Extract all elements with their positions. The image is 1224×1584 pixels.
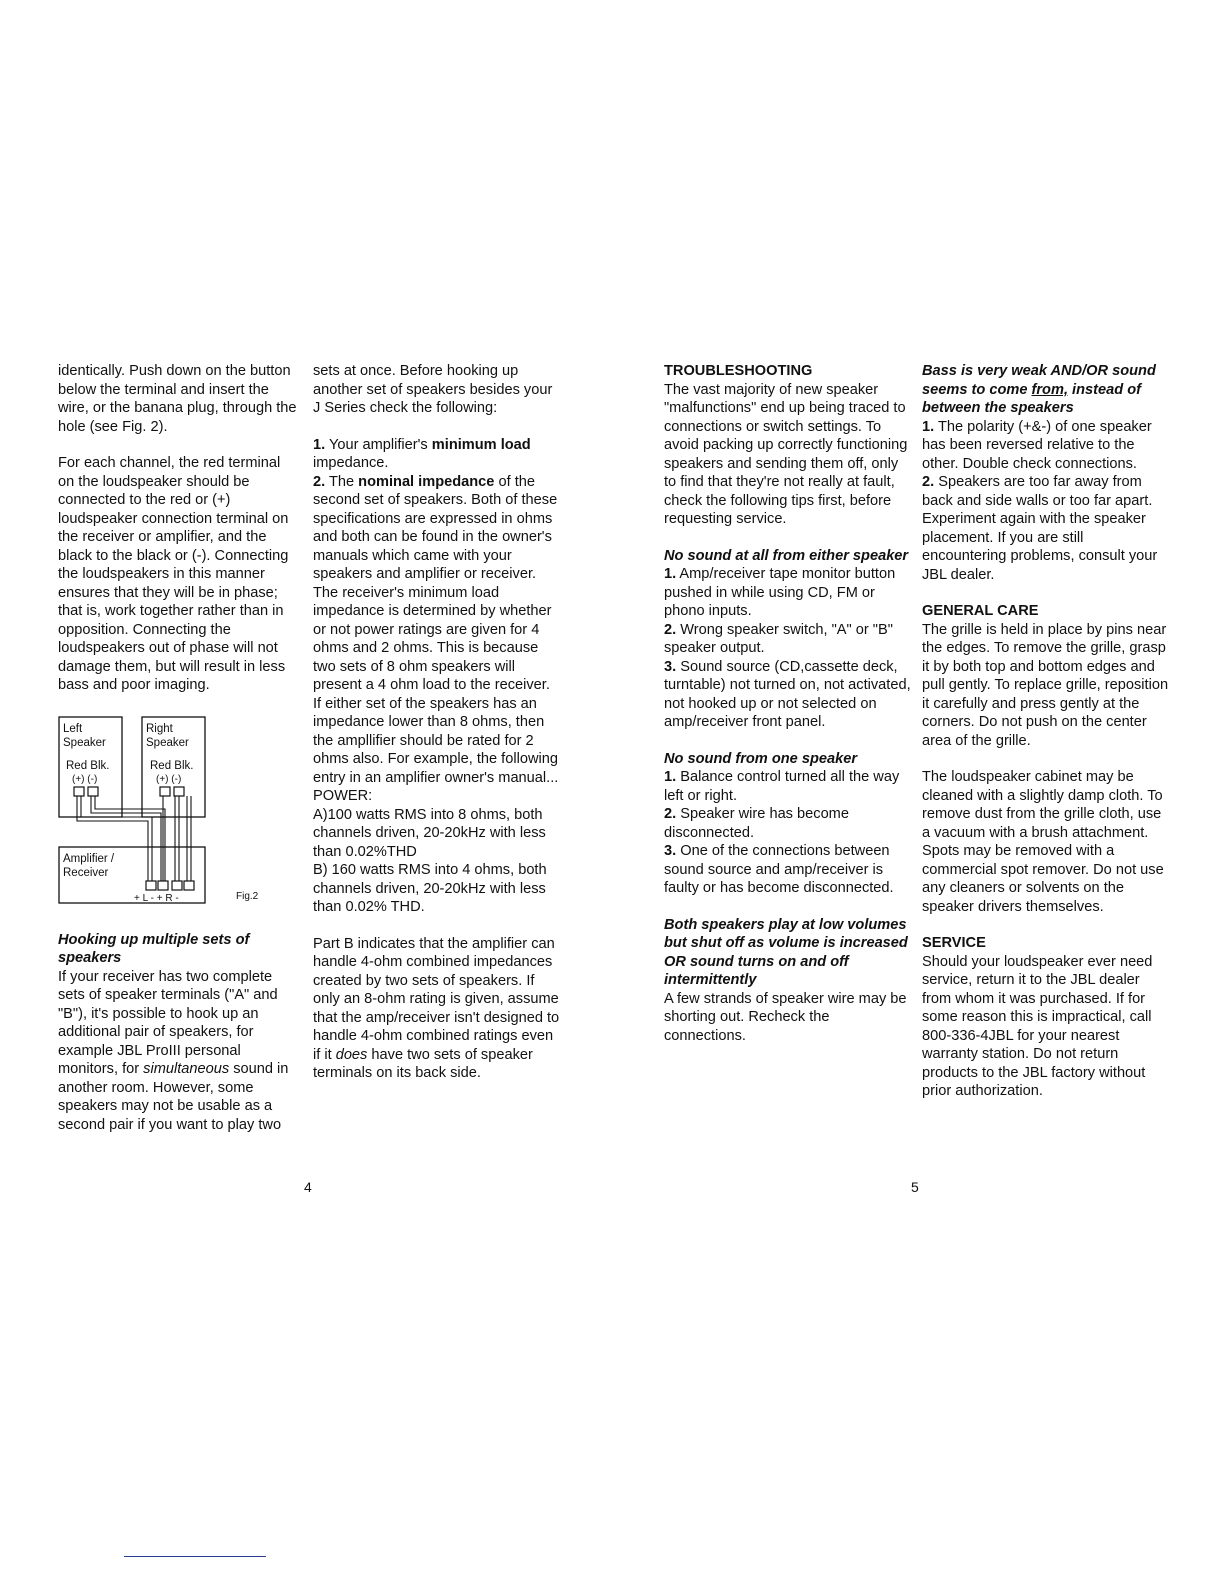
paragraph-polarity: For each channel, the red terminal on the loudspeaker should be connected to the red or (+) loudspeaker connection terminal on the receiver or amplifier, and the black to the black or (-). Connecting the loudspeakers in this manner ensures that they will be in phase; that is, work together rather than in opposition. Connecting the loudspeakers out of phase will not damage them, but will result in less bass and poor imaging.: [58, 455, 289, 693]
tip-one-speaker-3: 3. One of the connections between sound source and amp/receiver is faulty or has become disconnected.: [664, 843, 894, 896]
figure-caption: Fig.2: [236, 890, 259, 902]
tip-one-speaker-2: 2. Speaker wire has become disconnected.: [664, 806, 849, 841]
tip-low-volume: A few strands of speaker wire may be shorting out. Recheck the connections.: [664, 990, 907, 1044]
power-rating-b: B) 160 watts RMS into 4 ohms, both channels driven, 20-20kHz with less than 0.02% THD.: [313, 862, 547, 915]
heading-no-sound-one: No sound from one speaker: [664, 750, 857, 767]
heading-bass-weak: Bass is very weak AND/OR sound seems to come from, instead of between the speakers: [922, 363, 1156, 416]
paragraph-grille: The grille is held in place by pins near the edges. To remove the grille, grasp it by both top and bottom edges and pull gently. To replace grille, reposition it carefully and press gently at the corners. Do not push on the center area of the grille.: [922, 621, 1169, 749]
paragraph-troubleshooting-intro: The vast majority of new speaker "malfunctions" end up being traced to connections or switch settings. To avoid packing up correctly functioning speakers and sending them off, only to find that they're not really at fault, check the following tips first, before requesting service.: [664, 381, 908, 527]
paragraph-before-hooking: sets at once. Before hooking up another set of speakers besides your J Series check the following:: [313, 363, 553, 416]
tip-no-sound-2: 2. Wrong speaker switch, "A" or "B" speaker output.: [664, 621, 893, 656]
tip-no-sound-1: 1. Amp/receiver tape monitor button pushed in while using CD, FM or phono inputs.: [664, 566, 896, 619]
tip-one-speaker-1: 1. Balance control turned all the way left or right.: [664, 769, 900, 804]
bottom-rule: [124, 1556, 266, 1557]
column-4: [922, 362, 1170, 1101]
power-label: POWER:: [313, 788, 373, 804]
heading-no-sound-either: No sound at all from either speaker: [664, 547, 909, 564]
paragraph-multiple-sets: If your receiver has two complete sets of speaker terminals ("A" and "B"), it's possible to hook up an additional pair of speakers, for example JBL ProIII personal monitors, for simultaneous sound in another room. However, some speakers may not be usable as a second pair if you want to play two: [58, 968, 289, 1133]
amplifier-label-2: Receiver: [63, 866, 109, 879]
heading-multiple-sets: Hooking up multiple sets of speakers: [58, 931, 250, 966]
tip-bass-1: 1. The polarity (+&-) of one speaker has been reversed relative to the other. Double check connections.: [922, 418, 1152, 472]
heading-troubleshooting: TROUBLESHOOTING: [664, 363, 813, 379]
page-number-left: 4: [304, 1179, 312, 1195]
right-terminal-label: Red Blk.: [150, 759, 194, 772]
amplifier-terminal-label: + L - + R -: [134, 892, 179, 904]
page-number-right: 5: [911, 1179, 919, 1195]
paragraph-service: Should your loudspeaker ever need service, return it to the JBL dealer from whom it was purchased. If for some reason this is impractical, call 800-336-4JBL for your nearest warranty station. Do not return products to the JBL factory without prior authorization.: [922, 953, 1153, 1099]
heading-low-volume: Both speakers play at low volumes but shut off as volume is increased OR sound turns on and off intermittently: [664, 916, 908, 988]
column-1: [58, 362, 298, 1134]
heading-general-care: GENERAL CARE: [922, 603, 1039, 619]
checklist-item-2: 2. The nominal impedance of the second set of speakers. Both of these specifications are expressed in ohms and both can be found in the owner's manuals which came with your speakers and amplifier or receiver. The receiver's minimum load impedance is determined by whether or not power ratings are given for 4 ohms and 2 ohms. This is because two sets of 8 ohm speakers will present a 4 ohm load to the receiver. If either set of the speakers has an impedance lower than 8 ohms, then the ampllifier should be rated for 2 ohms also. For example, the following entry in an amplifier owner's manual...: [313, 473, 559, 786]
left-speaker-label-2: Speaker: [63, 736, 106, 749]
right-speaker-label-2: Speaker: [146, 736, 189, 749]
checklist-item-1: 1. Your amplifier's minimum load impedance.: [313, 436, 531, 471]
left-terminal-label: Red Blk.: [66, 759, 110, 772]
paragraph-part-b: Part B indicates that the amplifier can handle 4-ohm combined impedances created by two sets of speakers. If only an 8-ohm rating is given, assume that the amp/receiver isn't designed to handle 4-ohm combined ratings even if it does have two sets of speaker terminals on its back side.: [313, 935, 560, 1081]
left-polarity-label: (+) (-): [72, 773, 98, 785]
paragraph-push-down: identically. Push down on the button below the terminal and insert the wire, or the banana plug, through the hole (see Fig. 2).: [58, 363, 297, 435]
column-2: [313, 362, 561, 1083]
figure-2-wiring-diagram: [58, 711, 298, 911]
tip-bass-2: 2. Speakers are too far away from back and side walls or too far apart. Experiment again with the speaker placement. If you are still encountering problems, consult your JBL dealer.: [922, 474, 1158, 583]
left-speaker-label-1: Left: [63, 722, 83, 735]
paragraph-cabinet-cleaning: The loudspeaker cabinet may be cleaned with a slightly damp cloth. To remove dust from the grille cloth, use a vacuum with a brush attachment. Spots may be removed with a commercial spot remover. Do not use any cleaners or solvents on the speaker drivers themselves.: [922, 769, 1164, 915]
wiring-diagram: [58, 711, 298, 911]
right-polarity-label: (+) (-): [156, 773, 182, 785]
amplifier-label-1: Amplifier /: [63, 852, 115, 865]
right-speaker-label-1: Right: [146, 722, 173, 735]
power-rating-a: A)100 watts RMS into 8 ohms, both channels driven, 20-20kHz with less than 0.02%THD: [313, 806, 546, 860]
heading-service: SERVICE: [922, 935, 986, 951]
tip-no-sound-3: 3. Sound source (CD,cassette deck, turntable) not turned on, not activated, not hooked up or not selected on amp/receiver front panel.: [664, 658, 911, 730]
column-3: [664, 362, 912, 1045]
